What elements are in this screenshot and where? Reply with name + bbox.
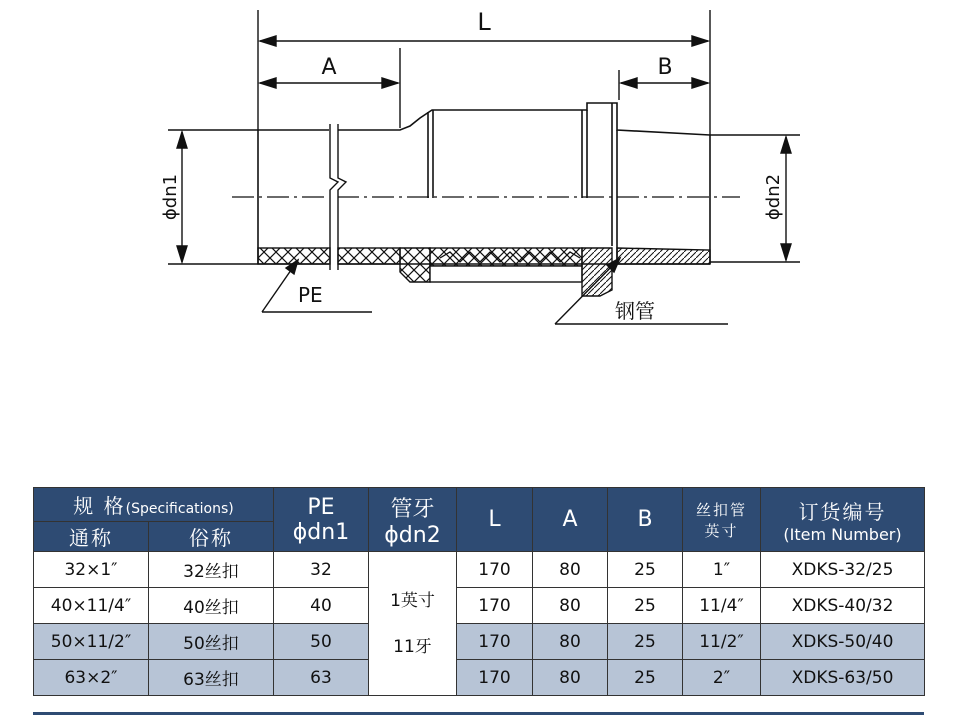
cell-nominal: 32×1″ [34,552,149,588]
cell-B: 25 [608,660,683,696]
steel-thread-section [617,248,710,264]
header-thread-top: 丝扣管 [695,500,747,519]
label-steel-pipe: 钢管 [615,299,655,323]
joint-sleeve [430,266,582,282]
header-pe-top: PE [307,494,335,520]
header-thread-bottom: 英寸 [704,521,739,540]
cell-L: 170 [457,588,533,624]
header-B: B [608,488,683,552]
cell-inch: 11/2″ [683,624,761,660]
spec-table [33,487,925,696]
cell-L: 170 [457,552,533,588]
pe-wall-section [258,248,330,264]
header-thread-inch [683,488,761,552]
dim-label-dn2: ϕdn2 [763,173,784,221]
header-A: A [533,488,608,552]
cell-A: 80 [533,660,608,696]
label-pe: PE [298,283,323,307]
cell-common: 32丝扣 [149,552,274,588]
header-item-number [761,488,925,552]
header-spec-cn: 规 格 [73,494,126,518]
header-pipe-thread [369,488,457,552]
dim-label-B: B [657,55,673,80]
cell-item: XDKS-32/25 [761,552,925,588]
cell-item: XDKS-50/40 [761,624,925,660]
cell-inch: 1″ [683,552,761,588]
cell-pe: 32 [274,552,369,588]
pe-wall-section-2 [338,248,400,264]
header-nominal: 通称 [34,522,149,552]
dimension-dn2 [710,135,800,262]
fitting-body [258,103,710,264]
bottom-rule [33,712,924,715]
table-row [34,624,925,660]
table-row [34,588,925,624]
cell-nominal: 40×11/4″ [34,588,149,624]
cell-thread-spec [369,552,457,696]
thread-spec-line2: 11牙 [393,636,432,657]
header-pe-bottom: ϕdn1 [292,519,350,545]
header-spec-en: (Specifications) [125,501,234,517]
cell-B: 25 [608,588,683,624]
header-item-cn: 订货编号 [798,499,887,524]
header-pipe-bottom: ϕdn2 [384,522,441,548]
cell-A: 80 [533,588,608,624]
cell-L: 170 [457,660,533,696]
cell-nominal: 63×2″ [34,660,149,696]
cell-A: 80 [533,624,608,660]
table-row [34,660,925,696]
header-specifications [34,488,274,522]
header-pe [274,488,369,552]
steel-section [582,248,612,296]
header-common: 俗称 [149,522,274,552]
joint-section [430,248,582,266]
dim-label-L: L [477,8,491,36]
cell-item: XDKS-63/50 [761,660,925,696]
dim-label-A: A [321,55,337,80]
cell-pe: 40 [274,588,369,624]
cell-pe: 63 [274,660,369,696]
cell-common: 40丝扣 [149,588,274,624]
table-header-row-1 [34,488,925,522]
header-pipe-top: 管牙 [390,496,435,522]
cell-B: 25 [608,624,683,660]
cell-common: 63丝扣 [149,660,274,696]
cell-inch: 2″ [683,660,761,696]
header-L: L [457,488,533,552]
thread-spec-line1: 1英寸 [390,590,435,611]
cell-nominal: 50×11/2″ [34,624,149,660]
header-item-en: (Item Number) [783,524,902,544]
pe-transition-section [400,248,430,282]
cell-pe: 50 [274,624,369,660]
cell-B: 25 [608,552,683,588]
cell-common: 50丝扣 [149,624,274,660]
dim-label-dn1: ϕdn1 [160,173,181,221]
cell-item: XDKS-40/32 [761,588,925,624]
technical-drawing [0,0,960,340]
cell-L: 170 [457,624,533,660]
cell-inch: 11/4″ [683,588,761,624]
cell-A: 80 [533,552,608,588]
table-row [34,552,925,588]
